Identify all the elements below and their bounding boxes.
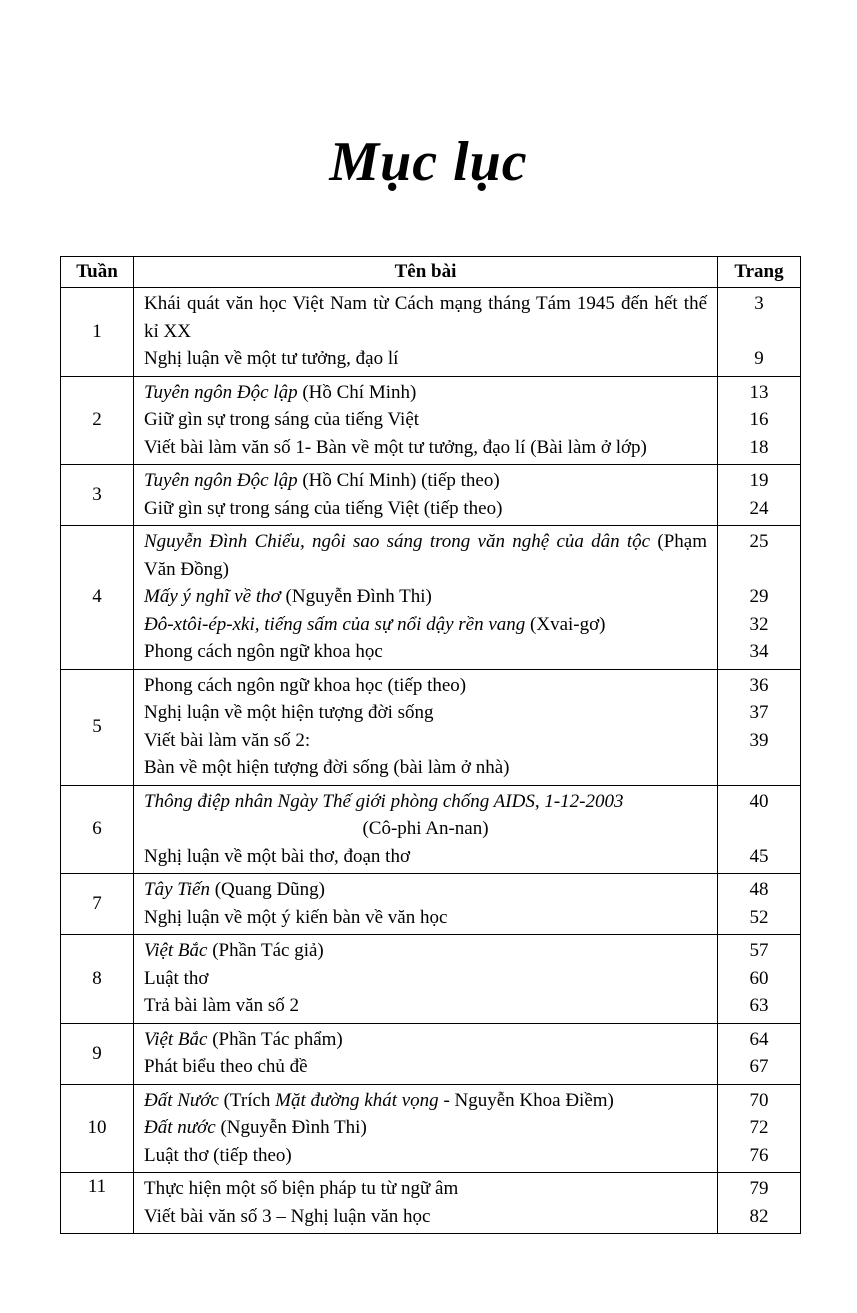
lesson-titles xyxy=(134,669,718,785)
lesson-title-part: (Nguyễn Đình Thi) xyxy=(280,586,432,607)
page-number: 9 xyxy=(754,348,764,369)
page-title: Mục lục xyxy=(329,131,528,193)
table-row xyxy=(61,874,801,935)
lesson-title xyxy=(144,672,707,700)
page-number: 67 xyxy=(749,1056,769,1077)
page-numbers xyxy=(718,288,801,377)
lesson-title xyxy=(144,638,707,666)
table-row xyxy=(61,526,801,670)
page-number: 18 xyxy=(749,436,769,458)
table-row xyxy=(61,376,801,465)
lesson-title-part: (Quang Dũng) xyxy=(209,879,326,900)
week-number: 9 xyxy=(61,1023,134,1084)
lesson-title-part: Việt Bắc xyxy=(144,940,208,961)
lesson-title-part: Viết bài làm văn số 1- Bàn về một tư tưởng, đạo lí (Bài làm ở lớp) xyxy=(144,436,647,458)
page-number xyxy=(718,556,800,584)
lesson-title xyxy=(144,1053,707,1081)
lesson-title xyxy=(144,611,707,639)
week-number: 3 xyxy=(61,465,134,526)
lesson-title-part: Giữ gìn sự trong sáng của tiếng Việt (tiếp theo) xyxy=(144,497,503,519)
page-number: 32 xyxy=(749,613,769,635)
page-number: 57 xyxy=(749,940,769,961)
lesson-title-part: Đô-xtôi-ép-xki, tiếng sấm của sự nổi dậy rền vang xyxy=(144,613,526,635)
page-number: 29 xyxy=(749,586,769,607)
page-number: 63 xyxy=(749,995,769,1016)
lesson-title-part: (Xvai-gơ) xyxy=(525,613,606,635)
lesson-title-part: Viết bài văn số 3 – Nghị luận văn học xyxy=(144,1205,431,1227)
lesson-title xyxy=(144,992,707,1020)
page-number: 3 xyxy=(754,293,764,314)
lesson-title-part: Luật thơ xyxy=(144,967,209,989)
header-week: Tuần xyxy=(61,257,134,288)
page-number: 25 xyxy=(749,531,769,552)
lesson-title-part: (Phần Tác giả) xyxy=(207,940,324,961)
lesson-title-part: Nghị luận về một ý kiến bàn về văn học xyxy=(144,906,448,928)
week-number: 10 xyxy=(61,1084,134,1173)
lesson-title xyxy=(144,788,707,816)
page-number: 48 xyxy=(749,879,769,900)
page-numbers xyxy=(718,874,801,935)
lesson-title-part: (Cô-phi An-nan) xyxy=(362,818,489,839)
lesson-title-part: Đất nước xyxy=(144,1117,216,1138)
lesson-titles xyxy=(134,465,718,526)
lesson-title xyxy=(144,1087,707,1115)
page-numbers xyxy=(718,1173,801,1234)
lesson-title-part: Đất Nước xyxy=(144,1089,219,1111)
lesson-titles xyxy=(134,288,718,377)
lesson-title-part: Phát biểu theo chủ đề xyxy=(144,1056,308,1077)
lesson-title-part: Thực hiện một số biện pháp tu từ ngữ âm xyxy=(144,1178,459,1199)
lesson-title-part: Tuyên ngôn Độc lập xyxy=(144,381,298,403)
lesson-title xyxy=(144,754,707,782)
lesson-titles xyxy=(134,376,718,465)
lesson-title-part: Nghị luận về một bài thơ, đoạn thơ xyxy=(144,845,410,867)
lesson-title xyxy=(144,290,707,345)
lesson-title-part: Mấy ý nghĩ về thơ xyxy=(144,586,281,607)
lesson-title xyxy=(144,727,707,755)
table-of-contents xyxy=(60,256,801,1234)
week-number: 1 xyxy=(61,288,134,377)
page-number xyxy=(718,318,800,346)
page-number xyxy=(718,815,800,843)
week-number: 11 xyxy=(61,1173,134,1234)
lesson-title-part: Nghị luận về một tư tưởng, đạo lí xyxy=(144,348,399,369)
page-numbers xyxy=(718,669,801,785)
lesson-title-part: Phong cách ngôn ngữ khoa học xyxy=(144,641,383,662)
lesson-title xyxy=(144,528,707,583)
page-number: 13 xyxy=(749,381,769,403)
page-numbers xyxy=(718,785,801,874)
page-numbers xyxy=(718,526,801,670)
lesson-titles xyxy=(134,1023,718,1084)
lesson-title-part: Viết bài làm văn số 2: xyxy=(144,729,311,751)
page-number: 16 xyxy=(749,409,769,430)
lesson-title xyxy=(144,583,707,611)
page-number: 76 xyxy=(749,1144,769,1166)
page-number: 45 xyxy=(749,845,769,867)
lesson-title xyxy=(144,965,707,993)
week-number: 7 xyxy=(61,874,134,935)
lesson-title-part: Giữ gìn sự trong sáng của tiếng Việt xyxy=(144,409,420,430)
table-row xyxy=(61,669,801,785)
lesson-title-part: Thông điệp nhân Ngày Thế giới phòng chống AIDS, 1-12-2003 xyxy=(144,790,624,812)
page-numbers xyxy=(718,376,801,465)
lesson-title xyxy=(144,434,707,462)
lesson-title-part: Tây Tiến xyxy=(144,879,210,900)
lesson-title-part: Mặt đường khát vọng xyxy=(275,1089,439,1111)
page-number: 82 xyxy=(749,1205,769,1227)
lesson-title xyxy=(144,1026,707,1054)
table-row xyxy=(61,1084,801,1173)
lesson-title xyxy=(144,876,707,904)
lesson-title-part: (Hồ Chí Minh) (tiếp theo) xyxy=(297,470,500,491)
lesson-titles xyxy=(134,785,718,874)
page-number: 39 xyxy=(749,729,769,751)
lesson-title-part: Việt Bắc xyxy=(144,1028,208,1050)
page-number: 52 xyxy=(749,906,769,928)
lesson-title-part: - Nguyễn Khoa Điềm) xyxy=(438,1089,614,1111)
table-row xyxy=(61,1023,801,1084)
page-number: 64 xyxy=(749,1028,769,1050)
lesson-title-part: (Phạm Văn Đồng) xyxy=(144,531,707,580)
page-number: 79 xyxy=(749,1178,769,1199)
page-number: 37 xyxy=(749,702,769,723)
lesson-title xyxy=(144,699,707,727)
lesson-title-part: Luật thơ (tiếp theo) xyxy=(144,1144,292,1166)
header-row xyxy=(61,257,801,288)
lesson-titles xyxy=(134,935,718,1024)
lesson-title-part: (Phần Tác phẩm) xyxy=(207,1028,343,1050)
page-number: 40 xyxy=(749,790,769,812)
page-numbers xyxy=(718,1023,801,1084)
lesson-title xyxy=(144,815,707,843)
page-numbers xyxy=(718,935,801,1024)
lesson-title xyxy=(144,467,707,495)
lesson-title xyxy=(144,1203,707,1231)
week-number: 8 xyxy=(61,935,134,1024)
lesson-title xyxy=(144,1175,707,1203)
lesson-title-part: Nguyễn Đình Chiểu, ngôi sao sáng trong văn nghệ của dân tộc xyxy=(144,531,651,552)
lesson-titles xyxy=(134,874,718,935)
table-row xyxy=(61,785,801,874)
lesson-title-part: Bàn về một hiện tượng đời sống (bài làm ở nhà) xyxy=(144,757,510,778)
week-number: 5 xyxy=(61,669,134,785)
lesson-title-part: Phong cách ngôn ngữ khoa học (tiếp theo) xyxy=(144,674,467,696)
page-number: 72 xyxy=(749,1117,769,1138)
page-number: 34 xyxy=(749,641,769,662)
table-row xyxy=(61,465,801,526)
table-row xyxy=(61,1173,801,1234)
lesson-titles xyxy=(134,526,718,670)
lesson-title-part: Khái quát văn học Việt Nam từ Cách mạng tháng Tám 1945 đến hết thế kỉ XX xyxy=(144,293,707,342)
lesson-title-part: Tuyên ngôn Độc lập xyxy=(144,470,298,491)
header-page: Trang xyxy=(718,257,801,288)
lesson-title xyxy=(144,1114,707,1142)
toc-body xyxy=(61,288,801,1234)
lesson-title-part: (Trích xyxy=(218,1089,276,1111)
lesson-title-part: (Hồ Chí Minh) xyxy=(297,381,417,403)
page-number: 36 xyxy=(749,674,769,696)
lesson-title xyxy=(144,379,707,407)
lesson-title-part: Nghị luận về một hiện tượng đời sống xyxy=(144,702,434,723)
page-numbers xyxy=(718,465,801,526)
lesson-title xyxy=(144,937,707,965)
lesson-titles xyxy=(134,1173,718,1234)
week-number: 6 xyxy=(61,785,134,874)
lesson-title xyxy=(144,1142,707,1170)
page-number: 60 xyxy=(749,967,769,989)
lesson-title-part: (Nguyễn Đình Thi) xyxy=(215,1117,367,1138)
lesson-title xyxy=(144,495,707,523)
lesson-title-part: Trả bài làm văn số 2 xyxy=(144,995,299,1016)
week-number: 4 xyxy=(61,526,134,670)
lesson-title xyxy=(144,345,707,373)
page-number: 19 xyxy=(749,470,769,491)
week-number: 2 xyxy=(61,376,134,465)
lesson-titles xyxy=(134,1084,718,1173)
page-number: 70 xyxy=(749,1089,769,1111)
page-numbers xyxy=(718,1084,801,1173)
table-row xyxy=(61,288,801,377)
table-row xyxy=(61,935,801,1024)
lesson-title xyxy=(144,904,707,932)
lesson-title xyxy=(144,843,707,871)
lesson-title xyxy=(144,406,707,434)
page-number: 24 xyxy=(749,497,769,519)
header-lesson: Tên bài xyxy=(134,257,718,288)
